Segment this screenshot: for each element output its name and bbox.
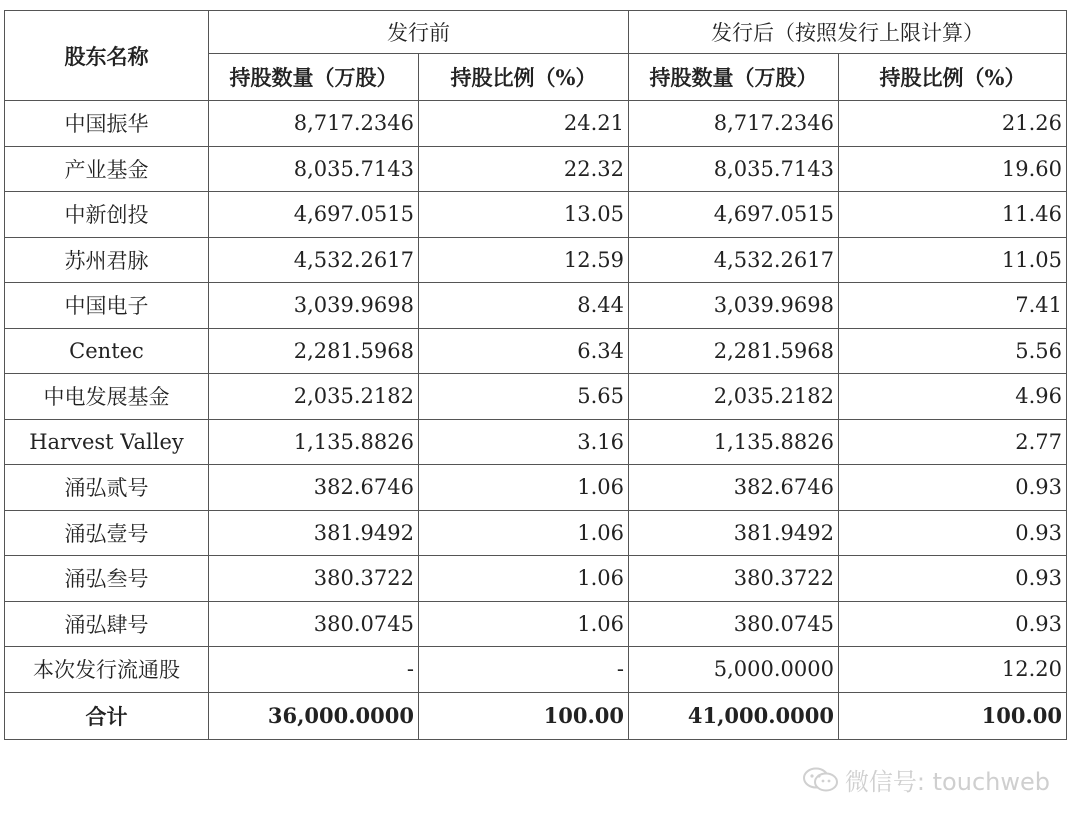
shares-after-cell: 8,035.7143: [629, 146, 839, 192]
watermark: [803, 762, 1050, 797]
shareholder-name-cell: Centec: [5, 328, 209, 374]
ratio-after-cell: 7.41: [839, 283, 1067, 329]
table-row: [5, 647, 1067, 693]
total-shares-after: 41,000.0000: [629, 692, 839, 739]
table-row: [5, 237, 1067, 283]
ratio-before-cell: 24.21: [419, 101, 629, 147]
table-row: [5, 601, 1067, 647]
ratio-after-cell: 2.77: [839, 419, 1067, 465]
total-row: [5, 692, 1067, 739]
shareholder-name-cell: 涌弘壹号: [5, 510, 209, 556]
table-row: [5, 283, 1067, 329]
shares-after-cell: 380.3722: [629, 556, 839, 602]
header-shares-after: 持股数量（万股）: [629, 54, 839, 101]
shares-after-cell: 380.0745: [629, 601, 839, 647]
shares-after-cell: 5,000.0000: [629, 647, 839, 693]
header-group-before: 发行前: [209, 11, 629, 54]
shares-before-cell: 2,035.2182: [209, 374, 419, 420]
ratio-before-cell: 13.05: [419, 192, 629, 238]
ratio-after-cell: 0.93: [839, 465, 1067, 511]
shares-after-cell: 382.6746: [629, 465, 839, 511]
shares-after-cell: 2,281.5968: [629, 328, 839, 374]
shareholder-name-cell: 苏州君脉: [5, 237, 209, 283]
ratio-after-cell: 0.93: [839, 601, 1067, 647]
shareholder-name-cell: 中国电子: [5, 283, 209, 329]
shares-before-cell: 2,281.5968: [209, 328, 419, 374]
ratio-before-cell: 6.34: [419, 328, 629, 374]
shares-after-cell: 2,035.2182: [629, 374, 839, 420]
table-row: [5, 192, 1067, 238]
header-shareholder-name: 股东名称: [5, 11, 209, 101]
ratio-before-cell: 1.06: [419, 601, 629, 647]
table-row: [5, 556, 1067, 602]
shares-before-cell: 3,039.9698: [209, 283, 419, 329]
ratio-before-cell: 1.06: [419, 510, 629, 556]
ratio-after-cell: 12.20: [839, 647, 1067, 693]
total-ratio-after: 100.00: [839, 692, 1067, 739]
shares-before-cell: -: [209, 647, 419, 693]
shareholder-name-cell: 产业基金: [5, 146, 209, 192]
shareholder-name-cell: 中新创投: [5, 192, 209, 238]
header-shares-before: 持股数量（万股）: [209, 54, 419, 101]
shares-before-cell: 380.3722: [209, 556, 419, 602]
ratio-after-cell: 19.60: [839, 146, 1067, 192]
table-row: [5, 101, 1067, 147]
shares-after-cell: 381.9492: [629, 510, 839, 556]
total-shares-before: 36,000.0000: [209, 692, 419, 739]
table-row: [5, 146, 1067, 192]
shareholder-name-cell: 中国振华: [5, 101, 209, 147]
shares-before-cell: 4,532.2617: [209, 237, 419, 283]
table-row: [5, 374, 1067, 420]
ratio-after-cell: 4.96: [839, 374, 1067, 420]
shares-before-cell: 8,717.2346: [209, 101, 419, 147]
header-ratio-after: 持股比例（%）: [839, 54, 1067, 101]
shares-after-cell: 4,697.0515: [629, 192, 839, 238]
ratio-before-cell: 5.65: [419, 374, 629, 420]
watermark-text: 微信号: touchweb: [844, 768, 1050, 796]
table-row: [5, 465, 1067, 511]
ratio-before-cell: 1.06: [419, 465, 629, 511]
shareholder-name-cell: 涌弘肆号: [5, 601, 209, 647]
ratio-before-cell: 1.06: [419, 556, 629, 602]
table-body: [5, 101, 1067, 693]
shares-before-cell: 381.9492: [209, 510, 419, 556]
ratio-before-cell: -: [419, 647, 629, 693]
ratio-after-cell: 11.46: [839, 192, 1067, 238]
shares-after-cell: 4,532.2617: [629, 237, 839, 283]
shares-before-cell: 8,035.7143: [209, 146, 419, 192]
shareholder-name-cell: Harvest Valley: [5, 419, 209, 465]
shares-after-cell: 1,135.8826: [629, 419, 839, 465]
ratio-before-cell: 3.16: [419, 419, 629, 465]
ratio-after-cell: 5.56: [839, 328, 1067, 374]
ratio-after-cell: 21.26: [839, 101, 1067, 147]
wechat-icon: [803, 767, 839, 793]
shareholder-name-cell: 中电发展基金: [5, 374, 209, 420]
table-row: [5, 510, 1067, 556]
shareholder-name-cell: 涌弘贰号: [5, 465, 209, 511]
ratio-before-cell: 22.32: [419, 146, 629, 192]
header-row-groups: [5, 11, 1067, 54]
table-row: [5, 328, 1067, 374]
header-group-after: 发行后（按照发行上限计算）: [629, 11, 1067, 54]
shareholder-name-cell: 涌弘叁号: [5, 556, 209, 602]
shares-before-cell: 382.6746: [209, 465, 419, 511]
shares-before-cell: 380.0745: [209, 601, 419, 647]
shares-before-cell: 1,135.8826: [209, 419, 419, 465]
shares-before-cell: 4,697.0515: [209, 192, 419, 238]
table-row: [5, 419, 1067, 465]
shares-after-cell: 3,039.9698: [629, 283, 839, 329]
total-ratio-before: 100.00: [419, 692, 629, 739]
ratio-before-cell: 12.59: [419, 237, 629, 283]
shareholding-table: [4, 10, 1067, 740]
ratio-after-cell: 11.05: [839, 237, 1067, 283]
shares-after-cell: 8,717.2346: [629, 101, 839, 147]
shareholder-name-cell: 本次发行流通股: [5, 647, 209, 693]
total-label: 合计: [5, 692, 209, 739]
ratio-after-cell: 0.93: [839, 510, 1067, 556]
header-ratio-before: 持股比例（%）: [419, 54, 629, 101]
ratio-after-cell: 0.93: [839, 556, 1067, 602]
ratio-before-cell: 8.44: [419, 283, 629, 329]
